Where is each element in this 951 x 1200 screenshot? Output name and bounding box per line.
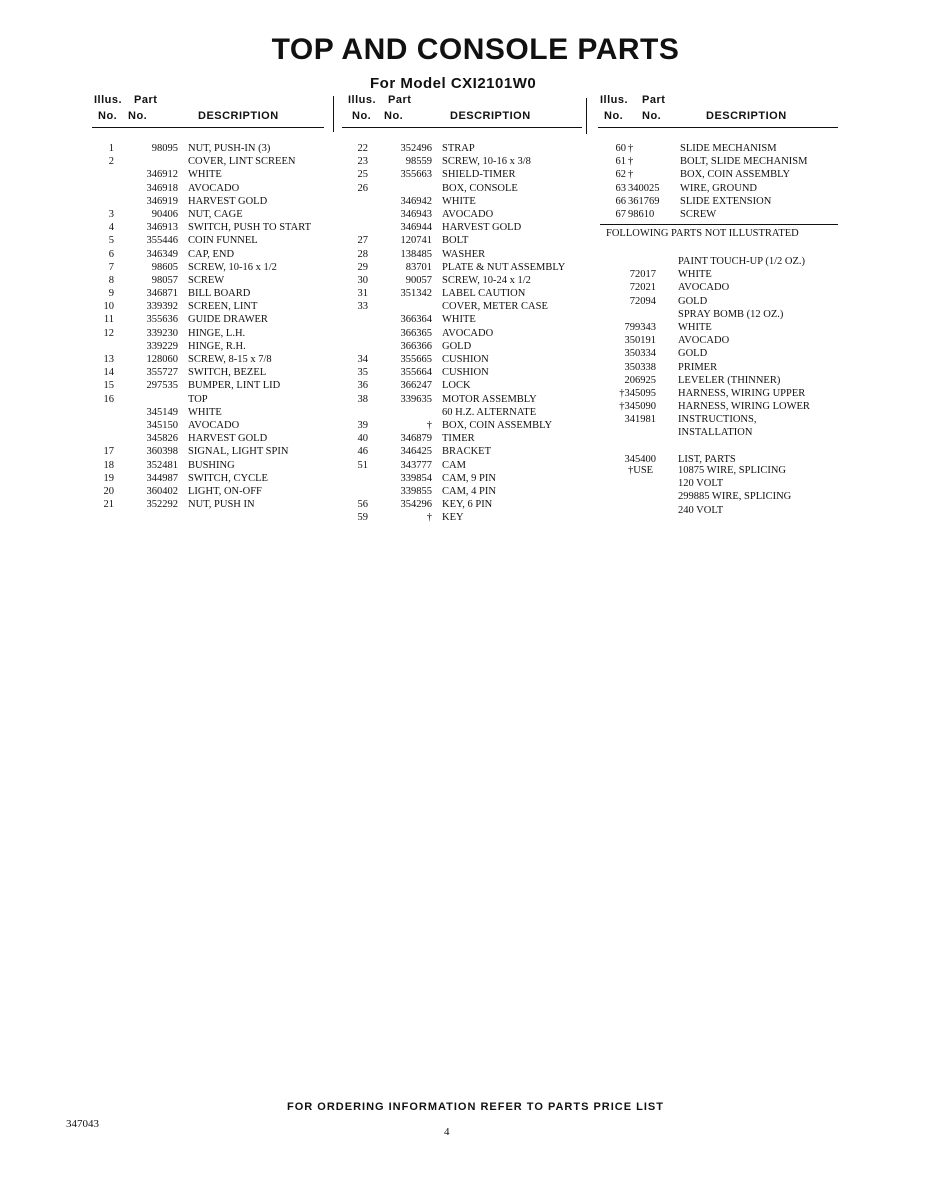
illus-number: 17: [103, 446, 114, 458]
part-description: SCREW, 8-15 x 7/8: [188, 354, 272, 365]
part-number: 350338: [624, 361, 656, 373]
illus-number: 20: [103, 485, 114, 497]
part-number: 352496: [400, 143, 432, 154]
header-no-1: No.: [98, 110, 118, 122]
illus-number: 31: [357, 288, 368, 300]
part-number: 361769: [628, 195, 660, 207]
illus-number: 5: [108, 235, 114, 247]
part-number: †345090: [619, 401, 656, 413]
header-part: Part: [388, 94, 412, 106]
part-number: †: [628, 156, 634, 168]
part-number: 346913: [146, 222, 178, 234]
part-number: 206925: [624, 374, 656, 386]
header-illus: Illus.: [94, 94, 123, 106]
illus-number: 7: [108, 261, 114, 273]
illus-number: 27: [357, 235, 368, 247]
part-number: 98559: [405, 156, 432, 168]
illus-number: 39: [357, 419, 368, 431]
illus-number: 3: [108, 208, 114, 220]
part-number: 346918: [146, 182, 178, 194]
column-divider: [333, 96, 334, 132]
illus-number: 59: [357, 512, 368, 524]
part-description: WHITE: [678, 321, 712, 333]
illus-number: 10: [103, 301, 114, 313]
illus-number: 23: [357, 156, 368, 168]
part-number: 72017: [629, 269, 656, 281]
part-number: 345400: [624, 453, 656, 465]
header-no-2: No.: [128, 110, 148, 122]
part-description: HARNESS, WIRING LOWER: [678, 401, 810, 413]
part-description: NUT, CAGE: [188, 208, 243, 220]
part-number: 346425: [400, 446, 432, 458]
part-number: 346871: [146, 288, 178, 300]
part-number: 343777: [400, 459, 432, 471]
part-description: KEY, 6 PIN: [442, 499, 493, 511]
header-no-1: No.: [352, 110, 372, 122]
part-number: 345150: [146, 419, 178, 431]
part-number: 346942: [400, 195, 432, 207]
illus-number: 2: [108, 156, 114, 168]
part-description: BUSHING: [188, 459, 235, 471]
part-number: †: [426, 419, 432, 431]
part-number: 72094: [629, 295, 656, 307]
part-description: SLIDE EXTENSION: [680, 195, 772, 207]
part-number: 339635: [400, 393, 432, 405]
part-number: 90406: [151, 208, 178, 220]
illus-number: 29: [357, 261, 368, 273]
part-description: AVOCADO: [442, 208, 494, 220]
page-title: TOP AND CONSOLE PARTS: [271, 33, 680, 66]
part-number: 345826: [146, 433, 178, 445]
illus-number: 67: [615, 208, 626, 220]
illus-number: 18: [103, 459, 114, 471]
part-description: SWITCH, CYCLE: [188, 472, 268, 484]
header-rule: [92, 127, 324, 128]
not-illustrated-heading: FOLLOWING PARTS NOT ILLUSTRATED: [606, 228, 799, 239]
part-number: 339855: [400, 485, 432, 497]
illus-number: 6: [108, 248, 114, 260]
illus-number: 62: [615, 169, 626, 181]
part-number: 366365: [400, 327, 432, 339]
part-description: AVOCADO: [678, 282, 730, 294]
part-number: 339230: [146, 327, 178, 339]
parts-column-1: [92, 94, 332, 511]
illus-number: 4: [108, 222, 114, 234]
header-no-2: No.: [384, 110, 404, 122]
part-description: CAM: [442, 459, 466, 471]
part-description: KEY: [442, 512, 464, 524]
part-number: 366366: [400, 340, 432, 352]
part-description: PLATE & NUT ASSEMBLY: [442, 261, 566, 273]
header-no-2: No.: [642, 110, 662, 122]
part-description: CAM, 4 PIN: [442, 485, 496, 497]
illus-number: 51: [357, 459, 368, 471]
part-description: WHITE: [442, 314, 476, 326]
part-number: 344987: [146, 472, 178, 484]
part-number: 352292: [146, 499, 178, 511]
part-number: 351342: [400, 288, 432, 300]
use-note-line: 10875 WIRE, SPLICING: [678, 465, 787, 476]
part-description: GOLD: [678, 295, 708, 307]
part-description: TIMER: [442, 433, 475, 445]
illus-number: 38: [357, 393, 368, 405]
use-note-line: 299885 WIRE, SPLICING: [678, 491, 792, 503]
part-description: CAP, END: [188, 248, 235, 260]
part-description: BUMPER, LINT LID: [188, 380, 281, 392]
page-number: 4: [444, 1126, 450, 1138]
part-description: SCREW: [188, 274, 225, 286]
illus-number: 56: [357, 499, 368, 511]
part-number: 98610: [628, 208, 655, 220]
part-description: WASHER: [442, 248, 486, 260]
header-part: Part: [134, 94, 158, 106]
part-number: 339229: [146, 340, 178, 352]
part-number: 341981: [624, 414, 656, 426]
illus-number: 1: [108, 143, 114, 154]
part-description: GUIDE DRAWER: [188, 314, 268, 326]
part-description: CUSHION: [442, 354, 489, 365]
part-description: HINGE, L.H.: [188, 327, 246, 339]
column-header: [346, 94, 586, 128]
part-description: CUSHION: [442, 367, 489, 379]
illus-number: 16: [103, 393, 114, 405]
part-number: 366247: [400, 380, 432, 392]
part-description: SCREW, 10-16 x 1/2: [188, 261, 277, 273]
illus-number: 30: [357, 274, 368, 286]
part-description: GOLD: [678, 348, 708, 360]
header-description: DESCRIPTION: [706, 110, 787, 122]
header-illus: Illus.: [348, 94, 377, 106]
use-note-label: †USE: [628, 465, 654, 476]
part-description: BRACKET: [442, 446, 492, 458]
part-description: TOP: [188, 393, 208, 405]
part-description: HINGE, R.H.: [188, 340, 246, 352]
use-note-line: 120 VOLT: [678, 478, 724, 490]
part-description: HARVEST GOLD: [188, 195, 268, 207]
part-number: †345095: [619, 387, 656, 399]
part-number: 83701: [405, 261, 432, 273]
illus-number: 26: [357, 182, 368, 194]
part-description: CAM, 9 PIN: [442, 472, 496, 484]
part-number: 120741: [400, 235, 432, 247]
part-number: 355665: [400, 354, 432, 365]
illus-number: 61: [615, 156, 626, 168]
illus-number: 15: [103, 380, 114, 392]
part-description: LEVELER (THINNER): [678, 374, 781, 386]
part-number: 98057: [151, 274, 178, 286]
part-number: 354296: [400, 499, 432, 511]
part-description: SPRAY BOMB (12 OZ.): [678, 308, 784, 320]
part-description: AVOCADO: [678, 335, 730, 347]
part-description: NUT, PUSH-IN (3): [188, 143, 271, 154]
part-description: WHITE: [188, 406, 222, 418]
part-description: SCREW: [680, 208, 717, 220]
part-description: SCREW, 10-24 x 1/2: [442, 274, 531, 286]
part-number: 355663: [400, 169, 432, 181]
part-description: STRAP: [442, 143, 475, 154]
illus-number: 22: [357, 143, 368, 154]
illus-number: 60: [615, 143, 626, 154]
part-description: BOX, CONSOLE: [442, 182, 518, 194]
part-number: 350334: [624, 348, 656, 360]
illus-number: 13: [103, 354, 114, 365]
header-rule: [598, 127, 838, 128]
part-description: HARNESS, WIRING UPPER: [678, 387, 806, 399]
part-description: AVOCADO: [188, 182, 240, 194]
part-description: BOX, COIN ASSEMBLY: [442, 419, 553, 431]
part-number: 355636: [146, 314, 178, 326]
document-number: 347043: [66, 1118, 99, 1130]
part-description: BILL BOARD: [188, 288, 251, 300]
part-number: 360398: [146, 446, 178, 458]
parts-column-3: [598, 94, 848, 220]
part-number: 360402: [146, 485, 178, 497]
part-number: 355446: [146, 235, 178, 247]
illus-number: 35: [357, 367, 368, 379]
part-description: SLIDE MECHANISM: [680, 143, 777, 154]
part-description: SWITCH, PUSH TO START: [188, 222, 311, 234]
header-illus: Illus.: [600, 94, 629, 106]
part-description: PRIMER: [678, 361, 718, 373]
part-number: 346943: [400, 208, 432, 220]
header-part: Part: [642, 94, 666, 106]
part-description: GOLD: [442, 340, 472, 352]
part-description: WHITE: [678, 269, 712, 281]
part-number: †: [628, 169, 634, 181]
use-note-line: 240 VOLT: [678, 504, 724, 516]
part-description: SIGNAL, LIGHT SPIN: [188, 446, 289, 458]
illus-number: 21: [103, 499, 114, 511]
part-number: 128060: [146, 354, 178, 365]
part-description: HARVEST GOLD: [442, 222, 522, 234]
illus-number: 34: [357, 354, 368, 365]
part-number: 352481: [146, 459, 178, 471]
part-description: SWITCH, BEZEL: [188, 367, 267, 379]
part-number: †: [426, 512, 432, 524]
part-description: AVOCADO: [188, 419, 240, 431]
part-number: 346919: [146, 195, 178, 207]
part-description: COVER, METER CASE: [442, 301, 548, 313]
part-number: 345149: [146, 406, 178, 418]
part-number: 339392: [146, 301, 178, 313]
illus-number: 66: [615, 195, 626, 207]
header-description: DESCRIPTION: [198, 110, 279, 122]
illus-number: 40: [357, 433, 368, 445]
part-description: LABEL CAUTION: [442, 288, 526, 300]
part-description: LIST, PARTS: [678, 453, 736, 465]
illus-number: 46: [357, 446, 368, 458]
part-number: 297535: [146, 380, 178, 392]
part-number: 355664: [400, 367, 432, 379]
part-number: 346349: [146, 248, 178, 260]
illus-number: 9: [108, 288, 114, 300]
column-header: [92, 94, 332, 128]
part-description: SCREW, 10-16 x 3/8: [442, 156, 531, 168]
part-description: PAINT TOUCH-UP (1/2 OZ.): [678, 256, 805, 267]
part-description: INSTALLATION: [678, 427, 753, 439]
header-rule: [342, 127, 582, 128]
illus-number: 33: [357, 301, 368, 313]
part-number: 72021: [629, 282, 656, 294]
part-description: COVER, LINT SCREEN: [188, 156, 296, 168]
part-number: 138485: [400, 248, 432, 260]
part-description: AVOCADO: [442, 327, 494, 339]
illus-number: 12: [103, 327, 114, 339]
illus-number: 63: [615, 182, 626, 194]
part-description: INSTRUCTIONS,: [678, 414, 757, 426]
part-description: BOLT, SLIDE MECHANISM: [680, 156, 808, 168]
part-description: NUT, PUSH IN: [188, 499, 255, 511]
illus-number: 19: [103, 472, 114, 484]
part-number: 355727: [146, 367, 178, 379]
part-number: 90057: [405, 274, 432, 286]
part-description: BOX, COIN ASSEMBLY: [680, 169, 791, 181]
part-number: 98605: [151, 261, 178, 273]
illus-number: 11: [103, 314, 114, 326]
part-description: BOLT: [442, 235, 469, 247]
part-description: SHIELD-TIMER: [442, 169, 516, 181]
part-description: LIGHT, ON-OFF: [188, 485, 262, 497]
illus-number: 36: [357, 380, 368, 392]
part-description: LOCK: [442, 380, 471, 392]
header-description: DESCRIPTION: [450, 110, 531, 122]
part-number: 346879: [400, 433, 432, 445]
part-description: HARVEST GOLD: [188, 433, 268, 445]
section-rule: [600, 224, 838, 225]
part-number: 350191: [624, 335, 656, 347]
ordering-footer: FOR ORDERING INFORMATION REFER TO PARTS PRICE LIST: [287, 1101, 664, 1113]
column-divider: [586, 98, 587, 134]
header-no-1: No.: [604, 110, 624, 122]
part-description: 60 H.Z. ALTERNATE: [442, 406, 537, 418]
model-subtitle: For Model CXI2101W0: [370, 75, 537, 92]
part-description: COIN FUNNEL: [188, 235, 258, 247]
illus-number: 28: [357, 248, 368, 260]
part-description: WHITE: [188, 169, 222, 181]
part-number: 339854: [400, 472, 432, 484]
part-number: 98095: [151, 143, 178, 154]
part-number: 799343: [624, 321, 656, 333]
part-number: 346912: [146, 169, 178, 181]
part-description: WIRE, GROUND: [680, 182, 757, 194]
part-number: 366364: [400, 314, 432, 326]
illus-number: 25: [357, 169, 368, 181]
parts-column-2: [346, 94, 586, 524]
part-number: 340025: [628, 182, 660, 194]
part-number: 346944: [400, 222, 432, 234]
part-number: †: [628, 143, 634, 154]
part-description: MOTOR ASSEMBLY: [442, 393, 537, 405]
illus-number: 14: [103, 367, 114, 379]
part-description: WHITE: [442, 195, 476, 207]
illus-number: 8: [108, 274, 114, 286]
column-header: [598, 94, 848, 128]
part-description: SCREEN, LINT: [188, 301, 258, 313]
